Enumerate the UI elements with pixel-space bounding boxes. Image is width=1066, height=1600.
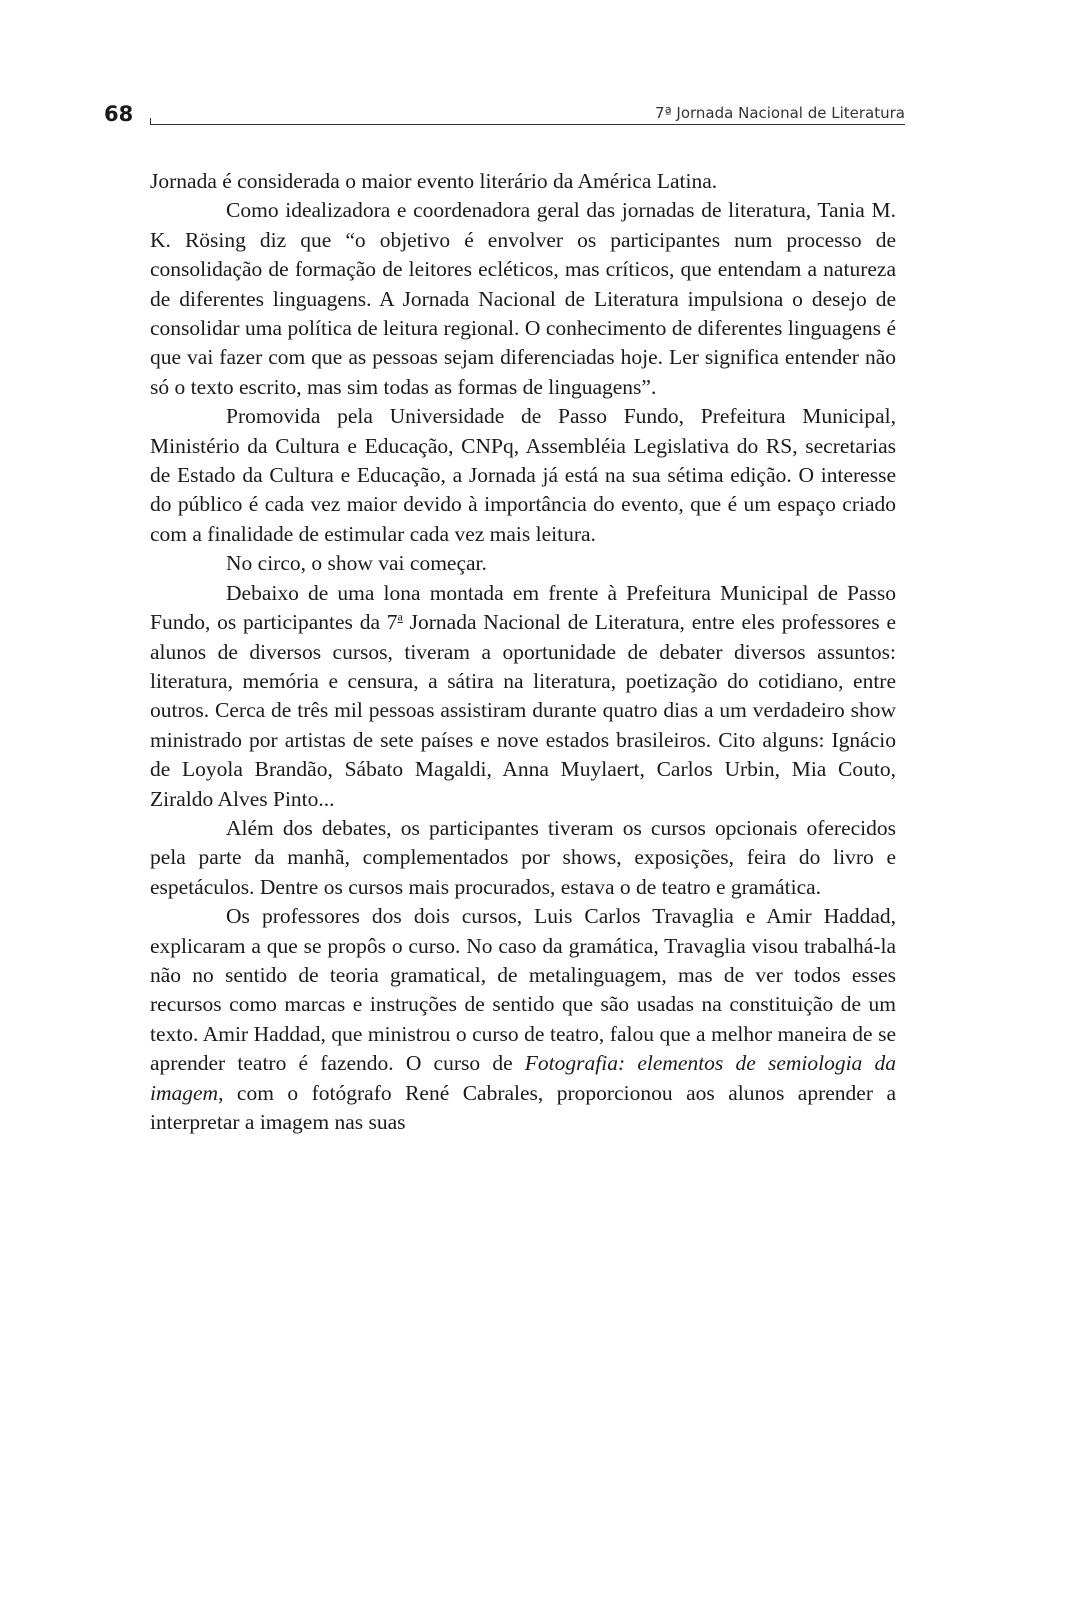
paragraph-7-text-before: Os professores dos dois cursos, Luis Carlos Travaglia e Amir Haddad, explicaram a que se propôs o curso. No caso da gramática, Travaglia visou trabalhá-la não no sentido de teoria gramatical, de metalinguagem, mas de ver todos esses recursos como marcas e instruções de sentido que são usadas na constituição de um texto. Amir Haddad, que ministrou o curso de teatro, falou que a melhor maneira de se aprender teatro é fazendo. O curso de	[150, 904, 896, 1076]
paragraph-6: Além dos debates, os participantes tiveram os cursos opcionais oferecidos pela parte da manhã, complementados por shows, exposições, feira do livro e espetáculos. Dentre os cursos mais procurados, estava o de teatro e gramática.	[150, 815, 896, 899]
course-title-italic: Fotografia: elementos de semiologia da imagem	[150, 1051, 896, 1105]
paragraph-5-text-after: Jornada Nacional de Literatura, entre eles professores e alunos de diversos cursos, tiveram a oportunidade de debater diversos assuntos: literatura, memória e censura, a sátira na literatura, poetização do cotidiano, entre outros. Cerca de três mil pessoas assistiram durante quatro dias a um verdadeiro show ministrado por artistas de sete países e nove estados brasileiros. Cito alguns: Ignácio de Loyola Brandão, Sábato Magaldi, Anna Muylaert, Carlos Urbin, Mia Couto, Ziraldo Alves Pinto...	[150, 610, 896, 811]
paragraph-5	[150, 579, 896, 814]
paragraph-2: Como idealizadora e coordenadora geral das jornadas de literatura, Tania M. K. Rösing diz que “o objetivo é envolver os participantes num processo de consolidação de formação de leitores ecléticos, mas críticos, que entendam a natureza de diferentes linguagens. A Jornada Nacional de Literatura impulsiona o desejo de consolidar uma política de leitura regional. O conhecimento de diferentes linguagens é que vai fazer com que as pessoas sejam diferenciadas hoje. Ler significa entender não só o texto escrito, mas sim todas as formas de linguagens”.	[150, 198, 896, 399]
header-rule	[150, 124, 905, 125]
ordinal-indicator: a	[397, 609, 403, 624]
paragraph-7	[150, 902, 896, 1137]
body-text	[150, 167, 896, 1137]
page-header	[104, 100, 905, 128]
page-number: 68	[104, 102, 134, 126]
running-title: 7ª Jornada Nacional de Literatura	[655, 104, 905, 122]
paragraph-4: No circo, o show vai começar.	[226, 551, 487, 576]
paragraph-3: Promovida pela Universidade de Passo Fundo, Prefeitura Municipal, Ministério da Cultura e Educação, CNPq, Assembléia Legislativa do RS, secretarias de Estado da Cultura e Educação, a Jornada já está na sua sétima edição. O interesse do público é cada vez maior devido à importância do evento, que é um espaço criado com a finalidade de estimular cada vez mais leitura.	[150, 404, 896, 546]
paragraph-5-text-before: Debaixo de uma lona montada em frente à Prefeitura Municipal de Passo Fundo, os participantes da 7	[150, 580, 896, 635]
paragraph-1: Jornada é considerada o maior evento literário da América Latina.	[150, 169, 718, 193]
paragraph-7-text-after: , com o fotógrafo René Cabrales, proporcionou aos alunos aprender a interpretar a imagem nas suas	[150, 1080, 896, 1134]
